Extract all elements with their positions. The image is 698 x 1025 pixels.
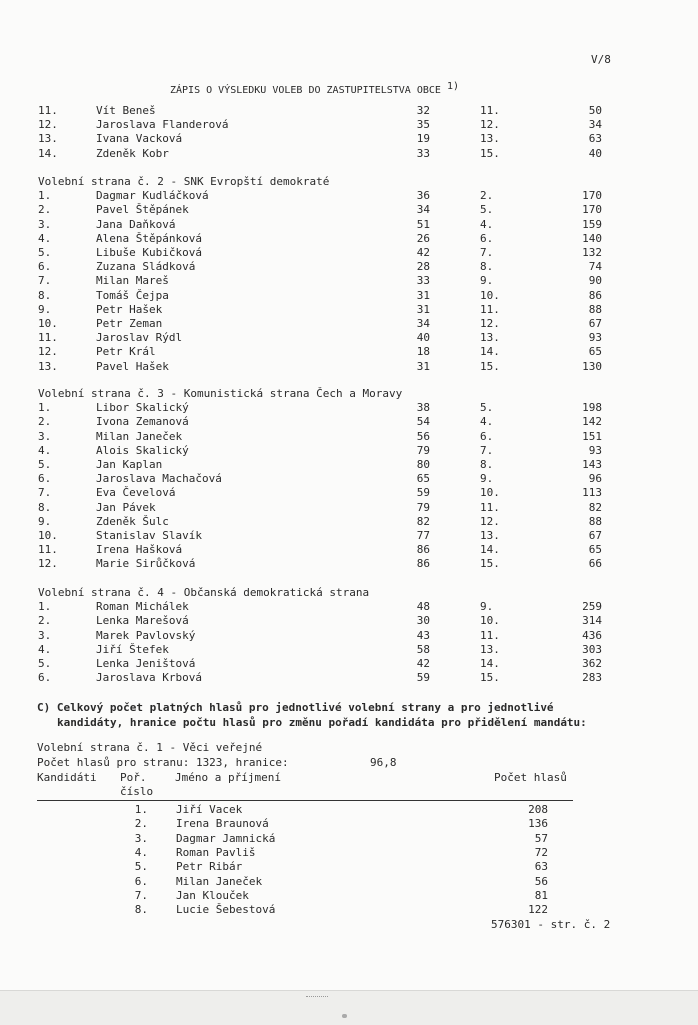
new-order: 15. (480, 359, 500, 373)
candidate-votes: 28 (416, 260, 430, 274)
candidate-number: 9. (38, 514, 52, 528)
candidate-name: Eva Čevelová (96, 486, 176, 500)
candidate-name: Jaroslava Krbová (96, 671, 202, 685)
candidate-votes: 43 (416, 628, 430, 642)
candidate-number: 6. (38, 260, 52, 274)
candidate-name: Libuše Kubičková (96, 246, 202, 259)
candidate-name: Petr Hašek (96, 302, 163, 316)
candidate-number: 7. (38, 274, 52, 288)
table-row (0, 671, 698, 685)
section-c-line2: kandidáty, hranice počtu hlasů pro změnu pořadí kandidáta pro přidělení mandátu: (57, 716, 587, 729)
table-row (0, 430, 698, 444)
preference-votes: 65 (588, 543, 602, 557)
candidate-order: 1. (134, 803, 148, 816)
candidate-votes: 56 (416, 429, 430, 443)
table-row (0, 415, 698, 429)
new-order: 7. (480, 443, 494, 457)
candidate-votes: 63 (534, 860, 548, 874)
candidate-votes: 72 (534, 845, 548, 859)
scan-smudge (306, 996, 328, 1000)
table-row (0, 360, 698, 374)
preference-votes: 67 (588, 529, 602, 542)
candidate-number: 5. (38, 246, 52, 259)
preference-votes: 113 (582, 486, 602, 500)
candidate-votes: 26 (416, 231, 430, 245)
candidate-number: 6. (38, 472, 52, 486)
candidate-name: Marie Sirůčková (96, 557, 196, 571)
table-row (0, 444, 698, 458)
candidate-number: 1. (38, 600, 52, 614)
candidate-order: 2. (134, 817, 148, 831)
candidate-name: Libor Skalický (96, 401, 189, 415)
preference-votes: 82 (588, 500, 602, 514)
candidate-number: 12. (38, 557, 58, 571)
candidate-number: 12. (38, 118, 58, 132)
new-order: 10. (480, 486, 500, 500)
new-order: 7. (480, 246, 494, 259)
candidate-number: 8. (38, 500, 52, 514)
new-order: 4. (480, 415, 494, 429)
table-row (0, 303, 698, 317)
table-row (0, 246, 698, 260)
preference-votes: 283 (582, 671, 602, 685)
candidate-name: Jan Kaplan (96, 458, 163, 471)
candidate-row (0, 889, 698, 903)
candidate-number: 1. (38, 189, 52, 203)
candidate-votes: 59 (416, 671, 430, 685)
candidate-number: 13. (38, 132, 58, 146)
col-order-header (120, 771, 153, 799)
new-order: 11. (480, 104, 500, 117)
candidate-votes: 34 (416, 317, 430, 330)
candidate-name: Jaroslava Machačová (96, 472, 222, 486)
new-order: 5. (480, 203, 494, 217)
candidate-name: Irena Hašková (96, 543, 183, 557)
candidate-number: 13. (38, 359, 58, 373)
candidate-row (0, 875, 698, 889)
candidate-votes: 77 (416, 529, 430, 542)
candidate-number: 3. (38, 628, 52, 642)
table-row (0, 132, 698, 146)
table-row (0, 501, 698, 515)
candidate-number: 6. (38, 671, 52, 685)
candidate-votes: 82 (416, 514, 430, 528)
threshold-value: 96,8 (370, 756, 397, 769)
candidate-votes: 33 (416, 274, 430, 288)
scan-bottom-edge (0, 990, 698, 1025)
candidate-name: Petr Král (96, 345, 156, 359)
candidate-number: 4. (38, 642, 52, 656)
new-order: 12. (480, 118, 500, 132)
candidate-name: Dagmar Jamnická (176, 831, 276, 845)
candidate-number: 2. (38, 203, 52, 217)
candidate-name: Dagmar Kudláčková (96, 189, 209, 203)
candidate-votes: 80 (416, 458, 430, 471)
scan-mark (342, 1014, 347, 1018)
table-row (0, 643, 698, 657)
candidate-number: 3. (38, 217, 52, 231)
new-order: 13. (480, 132, 500, 146)
candidate-name: Jiří Štefek (96, 642, 169, 656)
table-row (0, 629, 698, 643)
candidate-row (0, 832, 698, 846)
candidate-number: 4. (38, 231, 52, 245)
candidate-name: Lenka Marešová (96, 614, 189, 628)
party-heading: Volební strana č. 2 - SNK Evropští demokraté (38, 175, 330, 188)
preference-votes: 362 (582, 657, 602, 670)
candidate-votes: 36 (416, 189, 430, 203)
candidate-votes: 136 (528, 817, 548, 831)
candidate-number: 10. (38, 529, 58, 542)
candidate-votes: 31 (416, 302, 430, 316)
preference-votes: 159 (582, 217, 602, 231)
table-row (0, 232, 698, 246)
table-row (0, 543, 698, 557)
table-row (0, 529, 698, 543)
candidate-name: Ivona Zemanová (96, 415, 189, 429)
new-order: 5. (480, 401, 494, 415)
candidate-order: 4. (134, 845, 148, 859)
candidate-number: 2. (38, 614, 52, 628)
candidate-votes: 86 (416, 543, 430, 557)
candidate-number: 8. (38, 288, 52, 302)
party-heading: Volební strana č. 3 - Komunistická strana Čech a Moravy (38, 387, 403, 400)
table-row (0, 104, 698, 118)
table-row (0, 118, 698, 132)
candidate-name: Petr Zeman (96, 317, 163, 330)
preference-votes: 96 (588, 472, 602, 486)
new-order: 4. (480, 217, 494, 231)
preference-votes: 40 (588, 146, 602, 160)
candidate-name: Roman Pavliš (176, 845, 256, 859)
summary-party: Volební strana č. 1 - Věci veřejné (37, 741, 263, 754)
candidate-votes: 122 (528, 903, 548, 917)
candidate-name: Ivana Vacková (96, 132, 183, 146)
candidate-votes: 35 (416, 118, 430, 132)
candidate-number: 11. (38, 104, 58, 117)
new-order: 9. (480, 472, 494, 486)
candidate-row (0, 903, 698, 917)
candidate-votes: 79 (416, 500, 430, 514)
preference-votes: 50 (588, 104, 602, 117)
candidate-votes: 31 (416, 288, 430, 302)
candidate-name: Pavel Hašek (96, 359, 169, 373)
new-order: 15. (480, 557, 500, 571)
candidate-name: Petr Ribár (176, 860, 243, 874)
candidate-name: Zdeněk Kobr (96, 146, 169, 160)
col-name-header: Jméno a příjmení (175, 771, 281, 784)
candidate-name: Jaroslava Flanderová (96, 118, 229, 132)
preference-votes: 74 (588, 260, 602, 274)
table-row (0, 147, 698, 161)
candidate-votes: 48 (416, 600, 430, 614)
new-order: 8. (480, 458, 494, 471)
table-row (0, 317, 698, 331)
candidate-votes: 81 (534, 888, 548, 902)
preference-votes: 142 (582, 415, 602, 429)
candidate-votes: 19 (416, 132, 430, 146)
preference-votes: 63 (588, 132, 602, 146)
candidate-order: 8. (134, 903, 148, 917)
table-row (0, 557, 698, 571)
new-order: 10. (480, 614, 500, 628)
candidate-order: 3. (134, 831, 148, 845)
candidate-number: 3. (38, 429, 52, 443)
table-row (0, 345, 698, 359)
party-votes-text: Počet hlasů pro stranu: 1323, hranice: (37, 756, 289, 769)
preference-votes: 130 (582, 359, 602, 373)
candidate-votes: 30 (416, 614, 430, 628)
table-row (0, 331, 698, 345)
party-heading: Volební strana č. 4 - Občanská demokratická strana (38, 586, 370, 599)
preference-votes: 259 (582, 600, 602, 614)
new-order: 8. (480, 260, 494, 274)
table-row (0, 458, 698, 472)
candidate-name: Zuzana Sládková (96, 260, 196, 274)
new-order: 11. (480, 628, 500, 642)
document-title (170, 80, 459, 98)
candidate-row (0, 846, 698, 860)
preference-votes: 303 (582, 642, 602, 656)
new-order: 13. (480, 642, 500, 656)
section-c-line1: C) Celkový počet platných hlasů pro jednotlivé volební strany a pro jednotlivé (37, 701, 554, 714)
preference-votes: 314 (582, 614, 602, 628)
candidate-votes: 58 (416, 642, 430, 656)
candidate-name: Milan Janeček (96, 429, 183, 443)
candidate-name: Vít Beneš (96, 104, 156, 117)
table-row (0, 600, 698, 614)
new-order: 14. (480, 345, 500, 359)
table-row (0, 274, 698, 288)
col-votes-header: Počet hlasů (494, 771, 567, 784)
candidate-name: Jan Pávek (96, 500, 156, 514)
preference-votes: 93 (588, 443, 602, 457)
candidate-number: 4. (38, 443, 52, 457)
new-order: 12. (480, 514, 500, 528)
preference-votes: 93 (588, 331, 602, 345)
candidate-number: 14. (38, 146, 58, 160)
new-order: 11. (480, 302, 500, 316)
new-order: 6. (480, 231, 494, 245)
candidate-name: Zdeněk Šulc (96, 514, 169, 528)
preference-votes: 198 (582, 401, 602, 415)
table-row (0, 657, 698, 671)
candidate-name: Roman Michálek (96, 600, 189, 614)
new-order: 14. (480, 543, 500, 557)
new-order: 6. (480, 429, 494, 443)
section-c-heading (37, 700, 637, 730)
preference-votes: 88 (588, 514, 602, 528)
table-row (0, 218, 698, 232)
title-footnote: 1) (446, 81, 460, 92)
table-row (0, 189, 698, 203)
preference-votes: 436 (582, 628, 602, 642)
preference-votes: 143 (582, 458, 602, 471)
preference-votes: 88 (588, 302, 602, 316)
preference-votes: 67 (588, 317, 602, 330)
header-rule (37, 800, 573, 801)
col-order-header-2: číslo (120, 785, 154, 798)
candidate-name: Tomáš Čejpa (96, 288, 169, 302)
new-order: 13. (480, 331, 500, 345)
new-order: 10. (480, 288, 500, 302)
candidate-number: 11. (38, 543, 58, 557)
new-order: 13. (480, 529, 500, 542)
candidate-votes: 31 (416, 359, 430, 373)
candidate-votes: 34 (416, 203, 430, 217)
table-row (0, 614, 698, 628)
table-row (0, 401, 698, 415)
new-order: 15. (480, 146, 500, 160)
candidate-name: Jaroslav Rýdl (96, 331, 183, 345)
candidate-number: 9. (38, 302, 52, 316)
preference-votes: 170 (582, 189, 602, 203)
candidate-votes: 33 (416, 146, 430, 160)
candidate-votes: 56 (534, 874, 548, 888)
candidate-number: 2. (38, 415, 52, 429)
candidate-row (0, 860, 698, 874)
table-row (0, 289, 698, 303)
candidate-name: Alena Štěpánková (96, 231, 202, 245)
summary-party-votes (37, 756, 397, 770)
candidate-name: Alois Skalický (96, 443, 189, 457)
table-row (0, 203, 698, 217)
new-order: 9. (480, 274, 494, 288)
candidate-name: Jana Daňková (96, 217, 176, 231)
candidate-votes: 18 (416, 345, 430, 359)
table-row (0, 486, 698, 500)
candidate-votes: 79 (416, 443, 430, 457)
preference-votes: 140 (582, 231, 602, 245)
candidate-row (0, 803, 698, 817)
candidate-votes: 208 (528, 803, 548, 816)
candidate-votes: 86 (416, 557, 430, 571)
candidate-name: Irena Braunová (176, 817, 269, 831)
candidate-order: 5. (134, 860, 148, 874)
table-row (0, 472, 698, 486)
candidate-name: Pavel Štěpánek (96, 203, 189, 217)
candidate-name: Lucie Šebestová (176, 903, 276, 917)
new-order: 15. (480, 671, 500, 685)
candidate-votes: 38 (416, 401, 430, 415)
preference-votes: 90 (588, 274, 602, 288)
preference-votes: 65 (588, 345, 602, 359)
candidate-number: 10. (38, 317, 58, 330)
candidate-name: Stanislav Slavík (96, 529, 202, 542)
candidate-votes: 32 (416, 104, 430, 117)
candidate-name: Lenka Jeništová (96, 657, 196, 670)
table-row (0, 260, 698, 274)
candidate-votes: 65 (416, 472, 430, 486)
preference-votes: 34 (588, 118, 602, 132)
candidate-name: Jiří Vacek (176, 803, 243, 816)
candidate-votes: 54 (416, 415, 430, 429)
candidate-name: Jan Klouček (176, 888, 249, 902)
candidate-order: 6. (134, 874, 148, 888)
candidate-order: 7. (134, 888, 148, 902)
candidate-number: 5. (38, 657, 52, 670)
candidate-number: 5. (38, 458, 52, 471)
candidate-votes: 40 (416, 331, 430, 345)
col-candidates-header: Kandidáti (37, 771, 97, 784)
candidate-votes: 42 (416, 657, 430, 670)
candidate-votes: 57 (534, 831, 548, 845)
preference-votes: 151 (582, 429, 602, 443)
candidate-number: 12. (38, 345, 58, 359)
table-row (0, 515, 698, 529)
candidate-name: Milan Janeček (176, 874, 263, 888)
new-order: 11. (480, 500, 500, 514)
new-order: 2. (480, 189, 494, 203)
candidate-number: 1. (38, 401, 52, 415)
candidate-name: Milan Mareš (96, 274, 169, 288)
new-order: 9. (480, 600, 494, 614)
new-order: 14. (480, 657, 500, 670)
candidate-number: 11. (38, 331, 58, 345)
preference-votes: 132 (582, 246, 602, 259)
candidate-row (0, 817, 698, 831)
preference-votes: 170 (582, 203, 602, 217)
candidate-name: Marek Pavlovský (96, 628, 196, 642)
title-text: ZÁPIS O VÝSLEDKU VOLEB DO ZASTUPITELSTVA OBCE (170, 85, 441, 96)
page-footer: 576301 - str. č. 2 (491, 918, 611, 931)
preference-votes: 66 (588, 557, 602, 571)
candidate-number: 7. (38, 486, 52, 500)
col-order-header-1: Poř. (120, 771, 147, 784)
candidate-votes: 42 (416, 246, 430, 259)
candidate-votes: 51 (416, 217, 430, 231)
candidate-votes: 59 (416, 486, 430, 500)
new-order: 12. (480, 317, 500, 330)
preference-votes: 86 (588, 288, 602, 302)
page-id: V/8 (591, 53, 611, 66)
